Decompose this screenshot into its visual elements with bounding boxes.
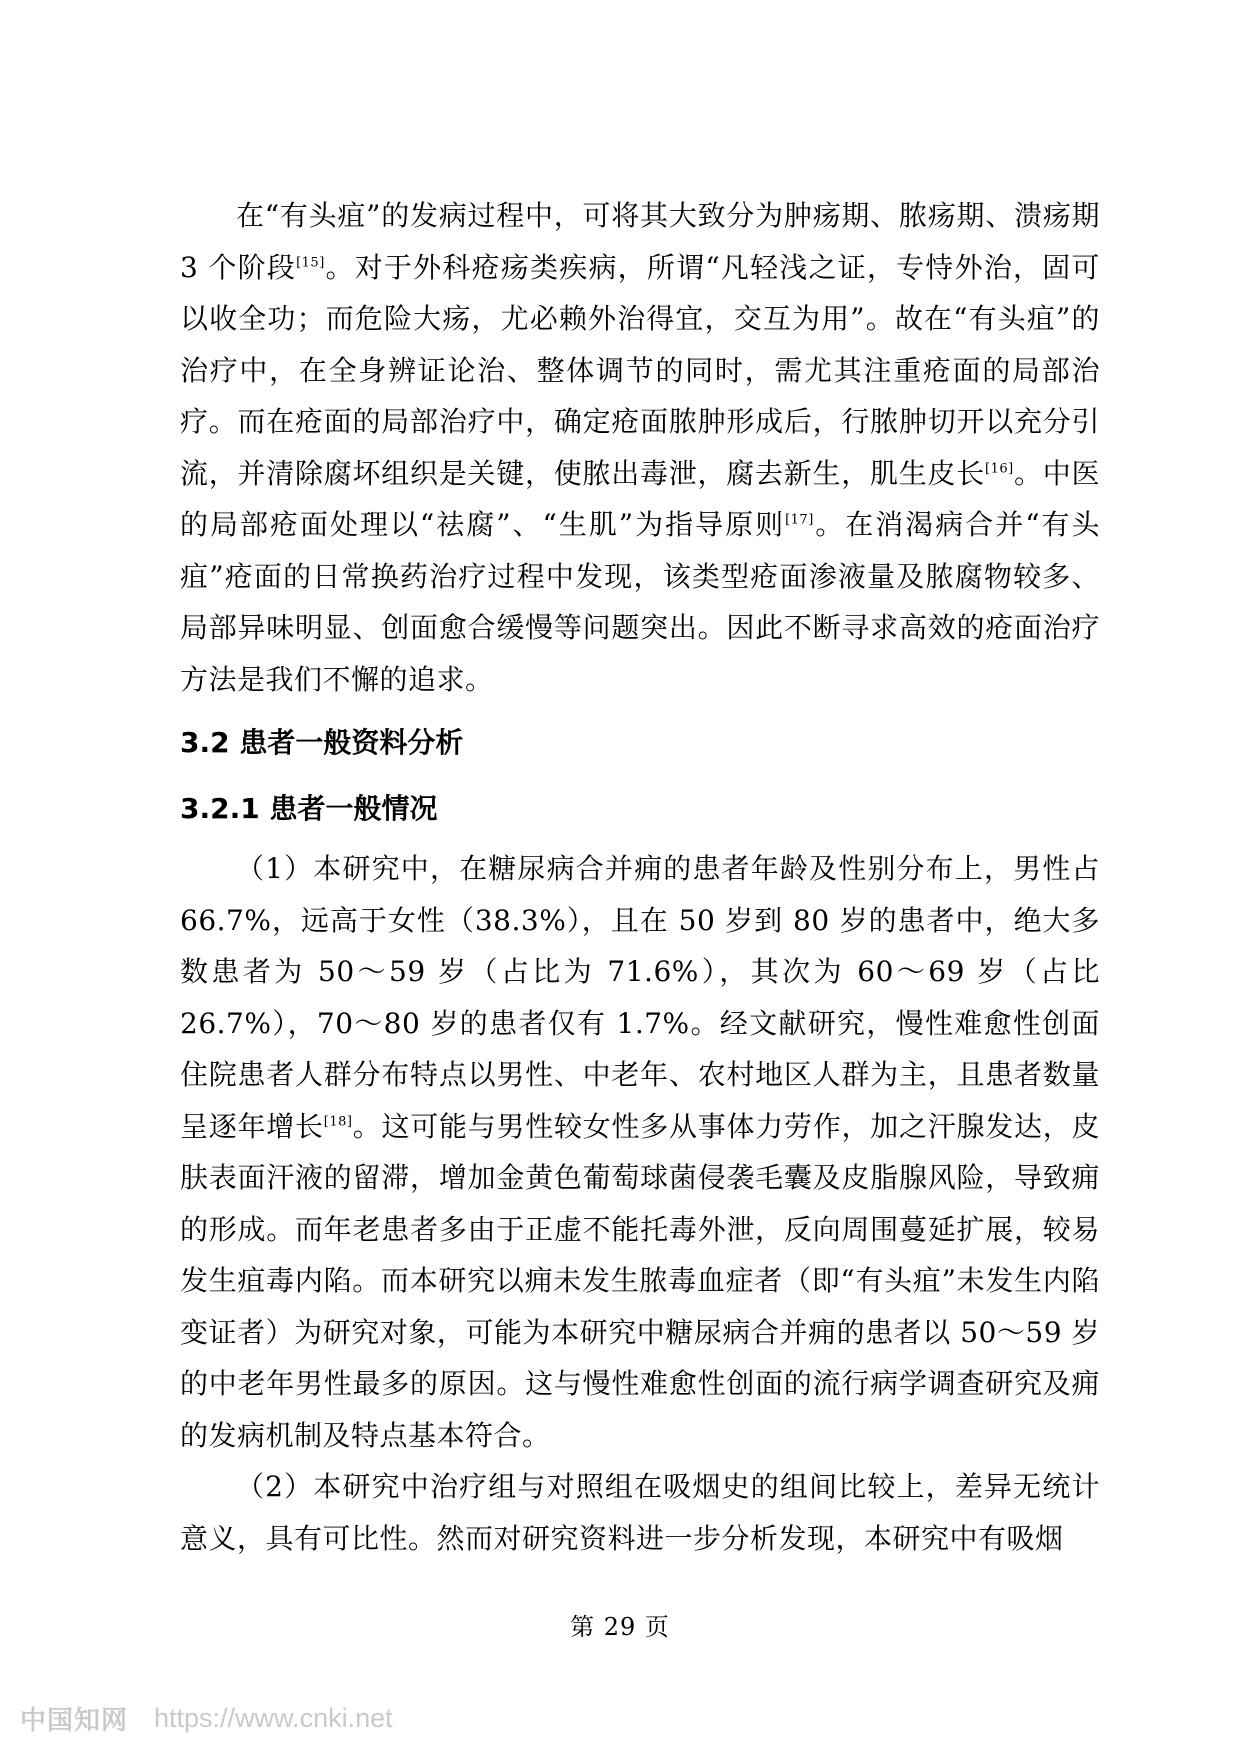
section-heading-3-2: 3.2 患者一般资料分析 <box>180 726 464 759</box>
citation-ref: [18] <box>323 1114 353 1130</box>
watermark-url: https://www.cnki.net <box>154 1703 393 1733</box>
main-content <box>180 190 1100 1564</box>
citation-ref: [15] <box>296 255 325 271</box>
citation-ref: [17] <box>785 512 814 528</box>
paragraph-text: 。中医的局部疮面处理以“祛腐”、“生肌”为指导原则 <box>180 456 1100 541</box>
watermark-logo-text: 中国知网 <box>20 1706 129 1736</box>
paragraph-smoking-history <box>180 1461 1100 1564</box>
cnki-watermark <box>20 1700 393 1737</box>
citation-ref: [16] <box>985 461 1014 477</box>
subsection-heading-3-2-1: 3.2.1 患者一般情况 <box>180 792 438 825</box>
page-number: 第 29 页 <box>570 1613 670 1641</box>
paragraph-phases <box>180 190 1100 705</box>
paragraph-age-gender <box>180 843 1100 1461</box>
paragraph-text: （1）本研究中，在糖尿病合并痈的患者年龄及性别分布上，男性占 66.7%，远高于女性（38.3%），且在 50 岁到 80 岁的患者中，绝大多数患者为 50～59 岁（占比为 71.6%），其次为 60～69 岁（占比 26.7%），70～80 岁的患者仅有 1.7%。经文献研究，慢性难愈性创面住院患者人群分布特点以男性、中老年、农村地区人群为主，且患者数量呈逐年增长 <box>180 852 1100 1143</box>
paragraph-text: （2）本研究中治疗组与对照组在吸烟史的组间比较上，差异无统计意义，具有可比性。然而对研究资料进一步分析发现，本研究中有吸烟 <box>180 1470 1100 1555</box>
paragraph-text: 。对于外科疮疡类疾病，所谓“凡轻浅之证，专恃外治，固可以收全功；而危险大疡，尤必赖外治得宜，交互为用”。故在“有头疽”的治疗中，在全身辨证论治、整体调节的同时，需尤其注重疮面的局部治疗。而在疮面的局部治疗中，确定疮面脓肿形成后，行脓肿切开以充分引流，并清除腐坏组织是关键，使脓出毒泄，腐去新生，肌生皮长 <box>180 250 1100 490</box>
paragraph-text: 在“有头疽”的发病过程中，可将其大致分为肿疡期、脓疡期、溃疡期 3 个阶段 <box>180 199 1100 284</box>
paragraph-text: 。这可能与男性较女性多从事体力劳作，加之汗腺发达，皮肤表面汗液的留滞，增加金黄色葡萄球菌侵袭毛囊及皮脂腺风险，导致痈的形成。而年老患者多由于正虚不能托毒外泄，反向周围蔓延扩展，较易发生疽毒内陷。而本研究以痈未发生脓毒血症者（即“有头疽”未发生内陷变证者）为研究对象，可能为本研究中糖尿病合并痈的患者以 50～59 岁的中老年男性最多的原因。这与慢性难愈性创面的流行病学调查研究及痈的发病机制及特点基本符合。 <box>180 1109 1100 1452</box>
paragraph-text: 。在消渴病合并“有头疽”疮面的日常换药治疗过程中发现，该类型疮面渗液量及脓腐物较多、局部异味明显、创面愈合缓慢等问题突出。因此不断寻求高效的疮面治疗方法是我们不懈的追求。 <box>180 508 1100 696</box>
